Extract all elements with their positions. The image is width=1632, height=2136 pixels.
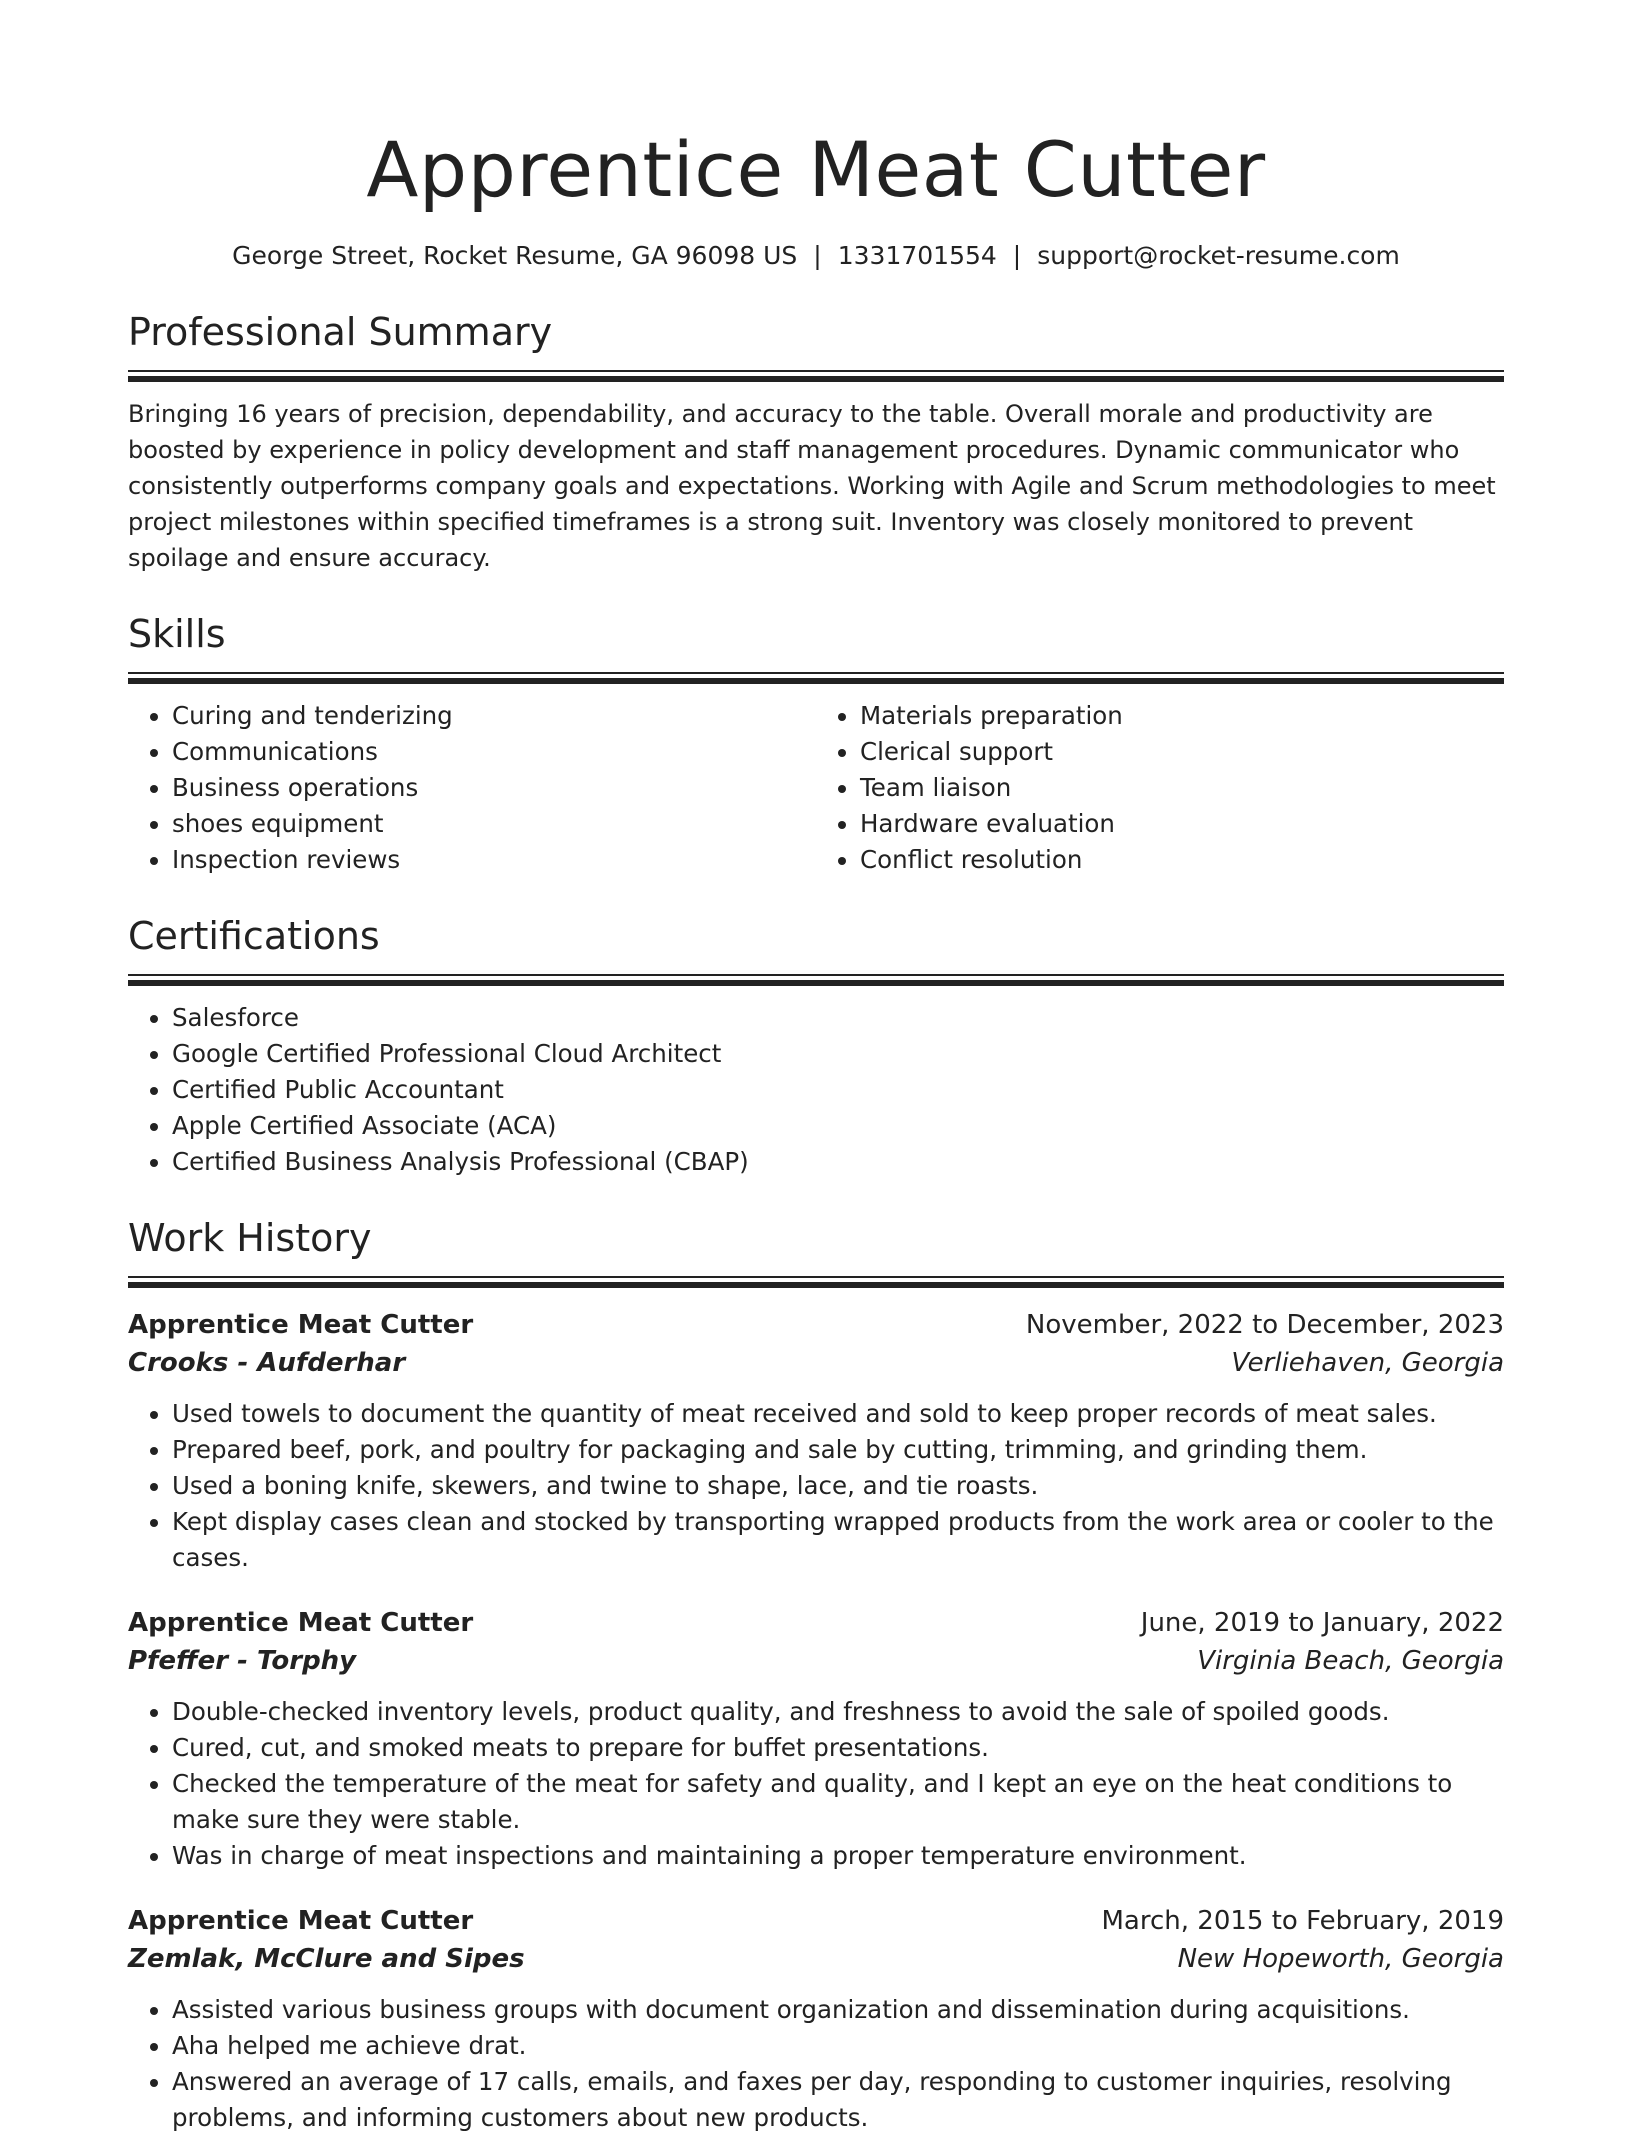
list-item: • Curing and tenderizing — [172, 698, 816, 734]
list-item: • Used towels to document the quantity of meat received and sold to keep proper records of meat sales. — [172, 1396, 1504, 1432]
list-item: • Double-checked inventory levels, product quality, and freshness to avoid the sale of spoiled goods. — [172, 1694, 1504, 1730]
list-item: • Clerical support — [860, 734, 1504, 770]
list-item: • Cured, cut, and smoked meats to prepare for buffet presentations. — [172, 1730, 1504, 1766]
section-divider — [128, 370, 1504, 382]
skills-list-left — [128, 698, 816, 878]
job-header-row — [128, 1306, 1504, 1344]
job-dates: March, 2015 to February, 2019 — [1101, 1906, 1504, 1936]
work-history-heading: Work History — [128, 1216, 372, 1260]
list-item: • Certified Business Analysis Professional (CBAP) — [172, 1144, 1504, 1180]
work-history-section — [128, 1214, 1504, 2136]
list-item: • Conflict resolution — [860, 842, 1504, 878]
job-company: Crooks - Aufderhar — [128, 1348, 406, 1378]
job-title: Apprentice Meat Cutter — [128, 1906, 474, 1936]
section-divider — [128, 672, 1504, 684]
job-title: Apprentice Meat Cutter — [128, 1608, 474, 1638]
certifications-list — [128, 1000, 1504, 1180]
list-item: • Google Certified Professional Cloud Architect — [172, 1036, 1504, 1072]
job-company-row — [128, 1642, 1504, 1680]
job-company-row — [128, 1940, 1504, 1978]
job-dates: November, 2022 to December, 2023 — [1025, 1310, 1504, 1340]
list-item: • Inspection reviews — [172, 842, 816, 878]
job-location: Virginia Beach, Georgia — [1197, 1646, 1504, 1676]
summary-section — [128, 308, 1504, 576]
skills-list-right — [816, 698, 1504, 878]
list-item: • Used a boning knife, skewers, and twine to shape, lace, and tie roasts. — [172, 1468, 1504, 1504]
summary-text: Bringing 16 years of precision, dependability, and accuracy to the table. Overall morale and productivity are boosted by experience in policy development and staff management procedures. Dynamic communicator who consistently outperforms company goals and expectations. Working with Agile and Scrum methodologies to meet project milestones within specified timeframes is a strong suit. Inventory was closely monitored to prevent spoilage and ensure accuracy. — [128, 400, 1496, 572]
list-item: • Answered an average of 17 calls, emails, and faxes per day, responding to customer inquiries, resolving problems, and informing customers about new products. — [172, 2064, 1504, 2136]
contact-email: support@rocket-resume.com — [1037, 241, 1400, 270]
list-item: • Salesforce — [172, 1000, 1504, 1036]
list-item: • Business operations — [172, 770, 816, 806]
list-item: • Team liaison — [860, 770, 1504, 806]
list-item: • Certified Public Accountant — [172, 1072, 1504, 1108]
section-divider — [128, 1276, 1504, 1288]
job-entry — [128, 1604, 1504, 1874]
list-item: • Assisted various business groups with document organization and dissemination during acquisitions. — [172, 1992, 1504, 2028]
list-item: • shoes equipment — [172, 806, 816, 842]
contact-separator: | — [1012, 241, 1022, 270]
contact-line — [128, 238, 1504, 274]
job-bullets — [128, 1396, 1504, 1576]
skills-grid — [128, 684, 1504, 878]
job-dates: June, 2019 to January, 2022 — [1140, 1608, 1504, 1638]
job-company: Zemlak, McClure and Sipes — [128, 1944, 525, 1974]
list-item: • Materials preparation — [860, 698, 1504, 734]
job-bullets — [128, 1992, 1504, 2136]
list-item: • Apple Certified Associate (ACA) — [172, 1108, 1504, 1144]
resume-title: Apprentice Meat Cutter — [366, 125, 1266, 214]
job-bullets — [128, 1694, 1504, 1874]
list-item: • Hardware evaluation — [860, 806, 1504, 842]
summary-heading: Professional Summary — [128, 310, 553, 354]
job-title: Apprentice Meat Cutter — [128, 1310, 474, 1340]
section-divider — [128, 974, 1504, 986]
certifications-section — [128, 912, 1504, 1180]
job-entry — [128, 1902, 1504, 2136]
skills-section — [128, 610, 1504, 878]
skills-heading: Skills — [128, 612, 226, 656]
list-item: • Communications — [172, 734, 816, 770]
job-header-row — [128, 1902, 1504, 1940]
list-item: • Was in charge of meat inspections and maintaining a proper temperature environment. — [172, 1838, 1504, 1874]
job-entry — [128, 1306, 1504, 1576]
job-header-row — [128, 1604, 1504, 1642]
job-company: Pfeffer - Torphy — [128, 1646, 357, 1676]
resume-page — [128, 120, 1504, 2136]
job-company-row — [128, 1344, 1504, 1382]
list-item: • Checked the temperature of the meat for safety and quality, and I kept an eye on the heat conditions to make sure they were stable. — [172, 1766, 1504, 1838]
list-item: • Kept display cases clean and stocked by transporting wrapped products from the work area or cooler to the cases. — [172, 1504, 1504, 1576]
contact-separator: | — [813, 241, 822, 270]
certifications-heading: Certifications — [128, 914, 380, 958]
job-location: Verliehaven, Georgia — [1231, 1348, 1504, 1378]
list-item: • Aha helped me achieve drat. — [172, 2028, 1504, 2064]
contact-phone: 1331701554 — [837, 241, 997, 270]
contact-address: George Street, Rocket Resume, GA 96098 US — [232, 241, 798, 270]
job-location: New Hopeworth, Georgia — [1177, 1944, 1504, 1974]
list-item: • Prepared beef, pork, and poultry for packaging and sale by cutting, trimming, and grinding them. — [172, 1432, 1504, 1468]
